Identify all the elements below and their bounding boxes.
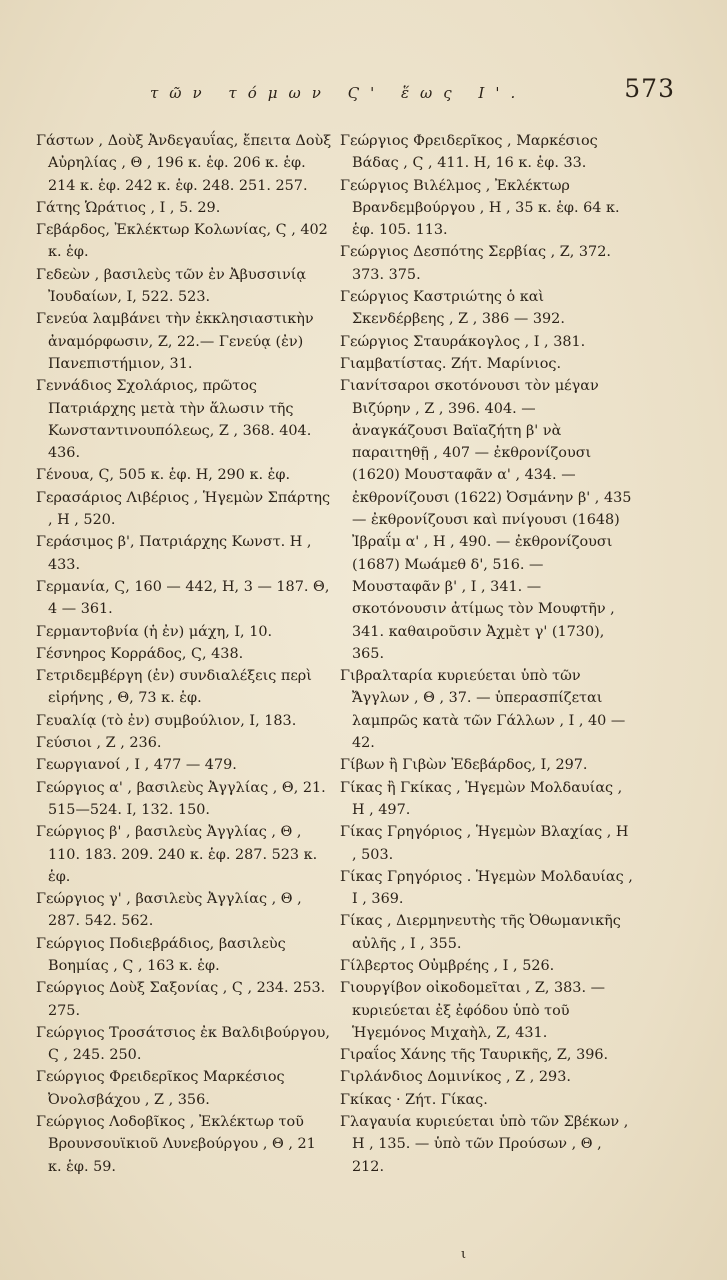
index-entry: Γεώργιος Σταυράκογλος , Ι , 381. [340, 333, 586, 350]
index-entry: Γετριδεμβέργη (ἐν) συνδιαλέξεις περὶ εἰρήνης , Θ, 73 κ. ἑφ. [36, 668, 312, 707]
index-entry: Γερασάριος Λιβέριος , Ἡγεμὼν Σπάρτης , Η , 520. [36, 489, 331, 529]
index-entry: Γιραΐος Χάνης τῆς Ταυρικῆς, Ζ, 396. [340, 1047, 609, 1064]
index-entry: Γίκας , Διερμηνευτὴς τῆς Ὀθωμανικῆς αὐλῆς , Ι , 355. [340, 913, 621, 952]
index-entry: Γεώργιος Ποδιεβράδιος, βασιλεὺς Βοημίας , Ϛ , 163 κ. ἑφ. [36, 935, 286, 974]
index-entry: Γεώργιος Καστριώτης ὁ καὶ Σκενδέρβεης , Ζ , 386 — 392. [340, 289, 565, 328]
index-entry: Γίλβερτος Οὐμβρέης , Ι , 526. [340, 957, 555, 974]
index-entry: Γίβων ἢ Γιβὼν Ἐδεβάρδος, Ι, 297. [340, 757, 588, 774]
index-entry: Γεδεὼν , βασιλεὺς τῶν ἐν Ἀβυσσινίᾳ Ἰουδαίων, Ι, 522. 523. [36, 266, 307, 306]
index-entry: Γερμανία, Ϛ, 160 — 442, Η, 3 — 187. Θ, 4 — 361. [36, 578, 330, 618]
index-entry: Γεώργιος Βιλέλμος , Ἐκλέκτωρ Βρανδεμβούργου , Η , 35 κ. ἑφ. 64 κ. ἑφ. 105. 113. [340, 177, 620, 239]
index-entry: Γενεύα λαμβάνει τὴν ἐκκλησιαστικὴν ἀναμόρφωσιν, Ζ, 22.— Γενεύᾳ (ἐν) Πανεπιστήμιον, 31. [36, 311, 314, 372]
index-entry: Γεώργιος Τροσάτσιος ἐκ Βαλδιβούργου, Ϛ , 245. 250. [36, 1024, 330, 1064]
index-entry: Γάστων , Δοὺξ Ἀνδεγαυΐας, ἔπειτα Δοὺξ Αὐρηλίας , Θ , 196 κ. ἑφ. 206 κ. ἑφ. 214 κ. ἑφ. 242 κ. ἑφ. 248. 251. 257. [36, 133, 332, 194]
index-entry: Γεβάρδος, Ἐκλέκτωρ Κολωνίας, Ϛ , 402 κ. ἑφ. [36, 222, 328, 261]
index-entry: Γεωργιανοί , Ι , 477 — 479. [36, 757, 237, 774]
index-entry: Γιουργίβον οἰκοδομεῖται , Ζ, 383. — κυριεύεται ἐξ ἐφόδου ὑπὸ τοῦ Ἡγεμόνος Μιχαὴλ, Ζ, 431. [340, 980, 605, 1041]
index-entry: Γένουα, Ϛ, 505 κ. ἑφ. Η, 290 κ. ἑφ. [36, 467, 291, 484]
index-entry: Γίκας Γρηγόριος , Ἡγεμὼν Βλαχίας , Η , 503. [340, 824, 629, 863]
index-column-left [36, 130, 332, 1178]
index-entry: Γεώργιος β' , βασιλεὺς Ἀγγλίας , Θ , 110. 183. 209. 240 κ. ἑφ. 287. 523 κ. ἑφ. [36, 824, 318, 885]
page-number: 573 [624, 74, 675, 103]
index-column-right [340, 130, 636, 1178]
index-entry: Γευαλίᾳ (τὸ ἐν) συμβούλιον, Ι, 183. [36, 712, 297, 729]
index-entry: Γεώργιος γ' , βασιλεὺς Ἀγγλίας , Θ , 287. 542. 562. [36, 891, 302, 930]
index-entry: Γεώργιος Λοδοβῖκος , Ἐκλέκτωρ τοῦ Βρουνσουϊκιοῦ Λυνεβούργου , Θ , 21 κ. ἑφ. 59. [36, 1114, 316, 1175]
index-entry: Γκίκας · Ζήτ. Γίκας. [340, 1091, 488, 1108]
index-entry: Γλαγαυία κυριεύεται ὑπὸ τῶν Σβέκων , Η , 135. — ὑπὸ τῶν Προύσων , Θ , 212. [340, 1114, 629, 1175]
index-entry: Γεώργιος Φρειδερῖκος , Μαρκέσιος Βάδας , Ϛ , 411. Η, 16 κ. ἑφ. 33. [340, 133, 598, 172]
index-entry: Γεύσιοι , Ζ , 236. [36, 735, 162, 752]
index-entry: Γεώργιος α' , βασιλεὺς Ἀγγλίας , Θ, 21. 515—524. Ι, 132. 150. [36, 779, 326, 818]
index-entry: Γίκας Γρηγόριος . Ἡγεμὼν Μολδαυίας , Ι , 369. [340, 868, 633, 908]
index-entry: Γεώργιος Φρειδερῖκος Μαρκέσιος Ὀνολσβάχου , Ζ , 356. [36, 1069, 285, 1108]
index-entry: Γιανίτσαροι σκοτόνουσι τὸν μέγαν Βιζύρην , Ζ , 396. 404. — ἀναγκάζουσι Βαϊαζήτη β' νὰ παραιτηθῇ , 407 — ἐκθρονίζουσι (1620) Μουσταφᾶν α' , 434. — ἐκθρονίζουσι (1622) Ὀσμάνην β' , 435 — ἐκθρονίζουσι καὶ πνίγουσι (1648) Ἰβραΐμ α' , Η , 490. — ἐκθρονίζουσι (1687) Μωάμεθ δ', 516. — Μουσταφᾶν β' , Ι , 341. — σκοτόνουσιν ἀτίμως τὸν Μουφτῆν , 341. καθαιροῦσιν Ἀχμὲτ γ' (1730), 365. [340, 378, 632, 662]
index-entry: Γιβραλταρία κυριεύεται ὑπὸ τῶν Ἄγγλων , Θ , 37. — ὑπερασπίζεται λαμπρῶς κατὰ τῶν Γάλλων , Ι , 40 — 42. [340, 668, 626, 752]
running-title: τῶν τόμων Ϛ' ἕως Ι'. [150, 84, 527, 102]
index-entry: Γίκας ἢ Γκίκας , Ἡγεμὼν Μολδαυίας , Η , 497. [340, 779, 623, 818]
index-entry: Γεώργιος Δεσπότης Σερβίας , Ζ, 372. 373. 375. [340, 244, 611, 283]
index-entry: Γεννάδιος Σχολάριος, πρῶτος Πατριάρχης μετὰ τὴν ἅλωσιν τῆς Κωνσταντινουπόλεως, Ζ , 368. 404. 436. [36, 378, 312, 462]
index-entry: Γεώργιος Δοὺξ Σαξονίας , Ϛ , 234. 253. 275. [36, 980, 326, 1019]
folio-mark: ι [461, 1247, 467, 1262]
index-entry: Γέσνηρος Κορράδος, Ϛ, 438. [36, 645, 244, 662]
index-entry: Γιρλάνδιος Δομινίκος , Ζ , 293. [340, 1069, 571, 1086]
index-entry: Γερμαντοβνία (ἡ ἐν) μάχη, Ι, 10. [36, 623, 273, 640]
index-entry: Γάτης Ὡράτιος , Ι , 5. 29. [36, 199, 221, 216]
index-entry: Γιαμβατίστας. Ζήτ. Μαρίνιος. [340, 355, 562, 372]
index-entry: Γεράσιμος β', Πατριάρχης Κωνστ. Η , 433. [36, 534, 312, 573]
